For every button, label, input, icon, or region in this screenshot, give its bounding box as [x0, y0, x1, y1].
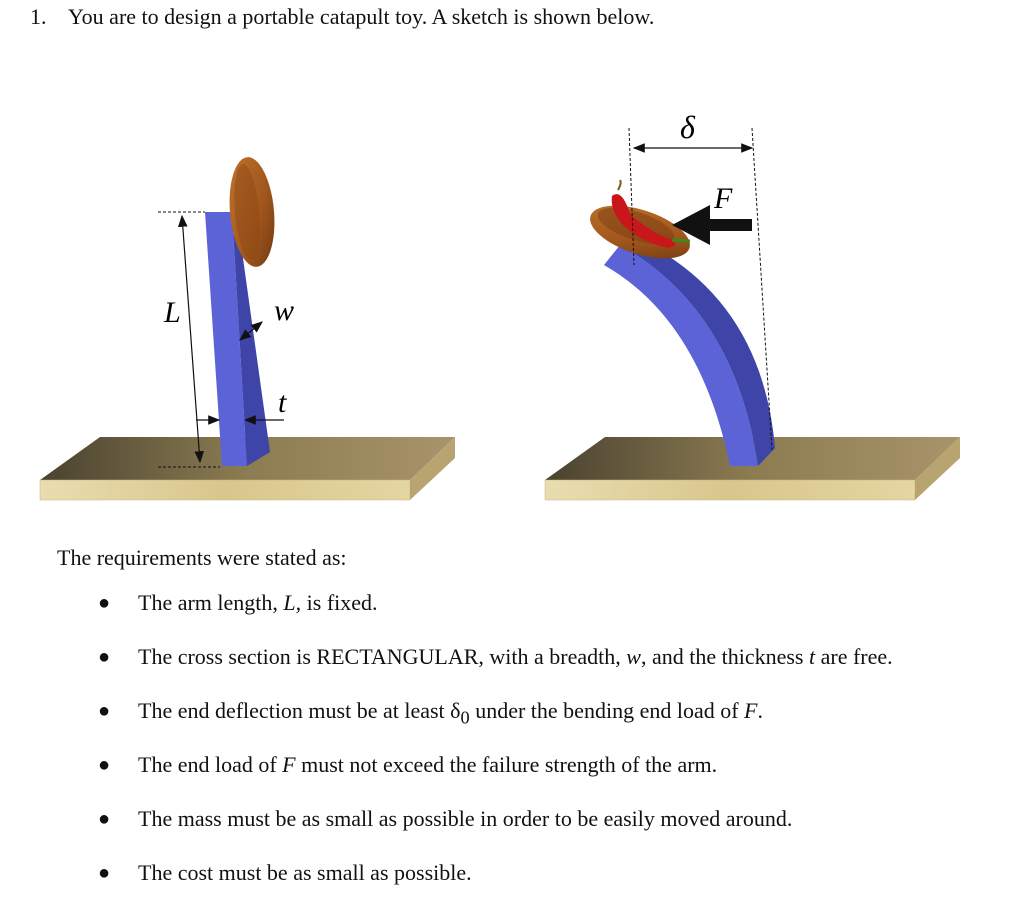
- bullet-icon: ●: [98, 862, 111, 884]
- label-delta: δ: [680, 109, 695, 145]
- bullet-icon: ●: [98, 808, 111, 830]
- bullet-icon: ●: [98, 754, 111, 776]
- right-bent-arm: [604, 240, 775, 466]
- question-number: 1.: [30, 4, 47, 29]
- left-catapult-sketch: [40, 155, 455, 500]
- question-text: You are to design a portable catapult toy. A sketch is shown below.: [68, 4, 655, 29]
- right-catapult-sketch: [545, 109, 960, 500]
- label-t: t: [278, 386, 287, 419]
- bullet-icon: ●: [98, 646, 111, 668]
- label-F: F: [714, 182, 733, 215]
- bullet-icon: ●: [98, 592, 111, 614]
- bullet-icon: ●: [98, 700, 111, 722]
- question-header: [30, 4, 654, 30]
- label-L: L: [164, 296, 181, 329]
- label-w: w: [274, 294, 295, 327]
- catapult-figure: [0, 60, 1034, 520]
- requirements-intro: The requirements were stated as:: [57, 545, 347, 570]
